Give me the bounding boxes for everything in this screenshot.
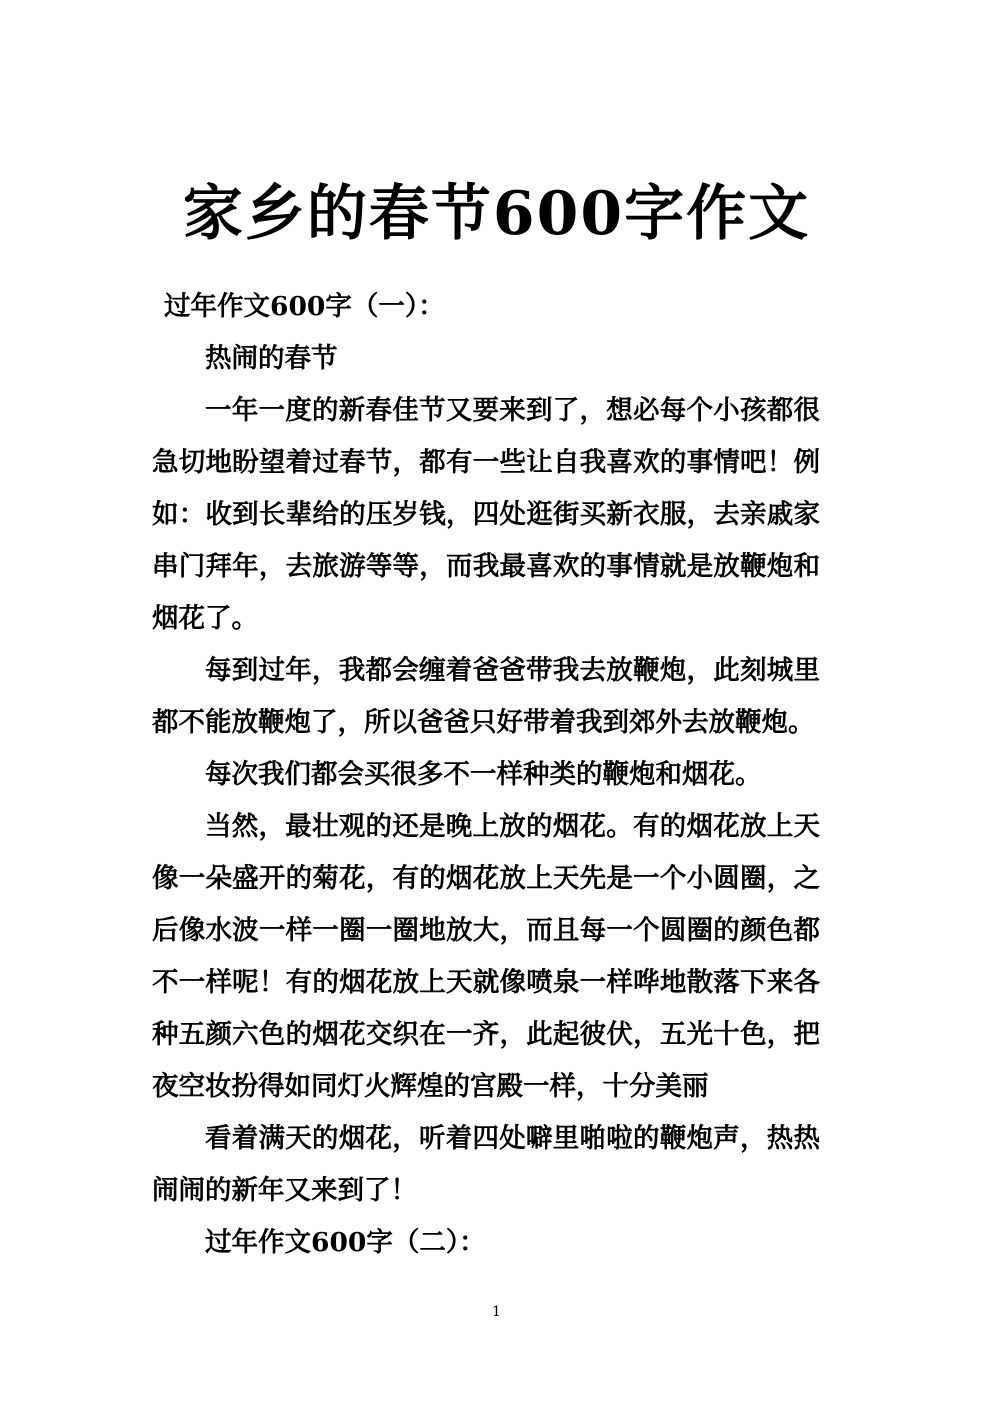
section-1-subtitle: 热闹的春节: [205, 343, 338, 374]
section-1-heading: 过年作文600字（一）：: [164, 291, 445, 322]
paragraph: 一年一度的新春佳节又要来到了，想必每个小孩都很急切地盼望着过春节，都有一些让自我喜欢的事情吧！例如：收到长辈给的压岁钱，四处逛街买新衣服，去亲戚家串门拜年，去旅游等等，而我最喜欢的事情就是放鞭炮和烟花了。: [152, 395, 820, 634]
paragraph: 每次我们都会买很多不一样种类的鞭炮和烟花。: [205, 759, 762, 790]
document-title: 家乡的春节600字作文: [182, 179, 811, 249]
paragraph: 看着满天的烟花，听着四处噼里啪啦的鞭炮声，热热闹闹的新年又来到了！: [152, 1123, 820, 1206]
section-2-heading: 过年作文600字（二）：: [205, 1227, 486, 1258]
paragraph: 每到过年，我都会缠着爸爸带我去放鞭炮，此刻城里都不能放鞭炮了，所以爸爸只好带着我到郊外去放鞭炮。: [152, 655, 820, 738]
document-body: [152, 281, 820, 1269]
page-number: 1: [492, 1304, 501, 1320]
paragraph: 当然，最壮观的还是晚上放的烟花。有的烟花放上天像一朵盛开的菊花，有的烟花放上天先是一个小圆圈，之后像水波一样一圈一圈地放大，而且每一个圆圈的颜色都不一样呢！有的烟花放上天就像喷泉一样哗地散落下来各种五颜六色的烟花交织在一齐，此起彼伏，五光十色，把夜空妆扮得如同灯火辉煌的宫殿一样，十分美丽: [152, 811, 820, 1102]
